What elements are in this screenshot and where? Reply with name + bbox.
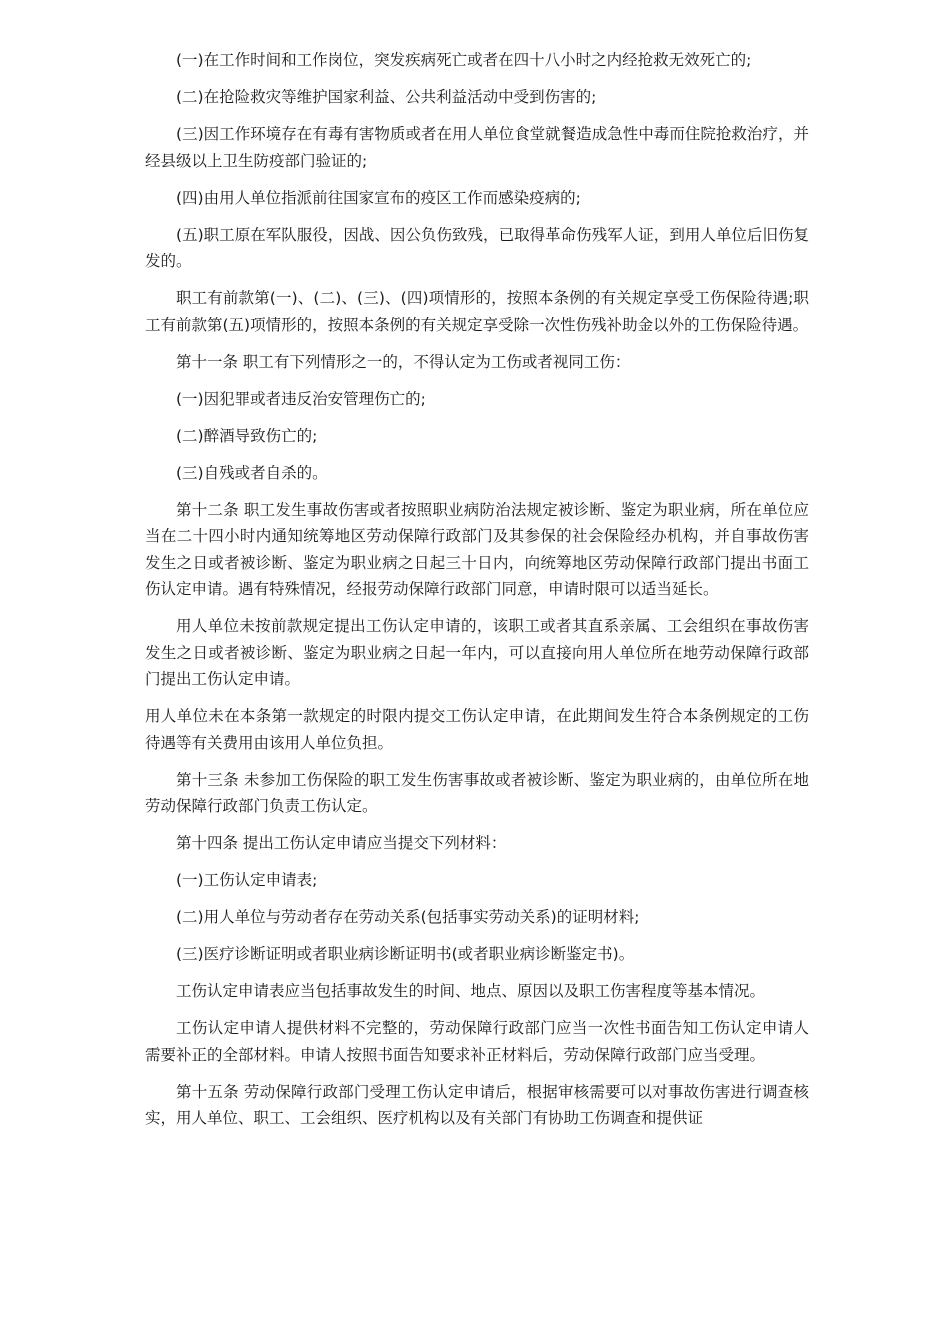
- paragraph-2: (二)在抢险救灾等维护国家利益、公共利益活动中受到伤害的;: [176, 88, 597, 106]
- article-14-heading: 第十四条 提出工伤认定申请应当提交下列材料：: [176, 834, 507, 852]
- paragraph-5: (五)职工原在军队服役，因战、因公负伤致残，已取得革命伤残军人证，到用人单位后旧伤复发的。: [145, 225, 809, 270]
- paragraph-16: (一)工伤认定申请表;: [176, 871, 318, 889]
- article-13-paragraph: 第十三条 未参加工伤保险的职工发生伤害事故或者被诊断、鉴定为职业病的，由单位所在地劳动保障行政部门负责工伤认定。: [145, 770, 809, 815]
- paragraph-17: (二)用人单位与劳动者存在劳动关系(包括事实劳动关系)的证明材料;: [176, 908, 640, 926]
- paragraph-3: (三)因工作环境存在有毒有害物质或者在用人单位食堂就餐造成急性中毒而住院抢救治疗，并经县级以上卫生防疫部门验证的;: [145, 125, 809, 170]
- paragraph-13: 用人单位未在本条第一款规定的时限内提交工伤认定申请，在此期间发生符合本条例规定的工伤待遇等有关费用由该用人单位负担。: [145, 707, 809, 752]
- article-12-paragraph: 第十二条 职工发生事故伤害或者按照职业病防治法规定被诊断、鉴定为职业病，所在单位应当在二十四小时内通知统筹地区劳动保障行政部门及其参保的社会保险经办机构，并自事故伤害发生之日或者被诊断、鉴定为职业病之日起三十日内，向统筹地区劳动保障行政部门提出书面工伤认定申请。遇有特殊情况，经报劳动保障行政部门同意，申请时限可以适当延长。: [145, 500, 809, 598]
- document-page: [145, 47, 809, 1142]
- article-11-heading: 第十一条 职工有下列情形之一的，不得认定为工伤或者视同工伤：: [176, 352, 631, 371]
- paragraph-1: (一)在工作时间和工作岗位，突发疾病死亡或者在四十八小时之内经抢救无效死亡的;: [176, 51, 752, 69]
- paragraph-4: (四)由用人单位指派前往国家宣布的疫区工作而感染疫病的;: [176, 188, 581, 207]
- paragraph-12: 用人单位未按前款规定提出工伤认定申请的，该职工或者其直系亲属、工会组织在事故伤害发生之日或者被诊断、鉴定为职业病之日起一年内，可以直接向用人单位所在地劳动保障行政部门提出工伤认定申请。: [145, 617, 809, 688]
- paragraph-19: 工伤认定申请表应当包括事故发生的时间、地点、原因以及职工伤害程度等基本情况。: [176, 982, 766, 1000]
- paragraph-18: (三)医疗诊断证明或者职业病诊断证明书(或者职业病诊断鉴定书)。: [176, 945, 635, 963]
- paragraph-9: (二)醉酒导致伤亡的;: [176, 426, 318, 445]
- article-15-paragraph: 第十五条 劳动保障行政部门受理工伤认定申请后，根据审核需要可以对事故伤害进行调查核实，用人单位、职工、工会组织、医疗机构以及有关部门有协助工伤调查和提供证: [145, 1082, 809, 1127]
- paragraph-8: (一)因犯罪或者违反治安管理伤亡的;: [176, 389, 426, 408]
- paragraph-6: 职工有前款第(一)、(二)、(三)、(四)项情形的，按照本条例的有关规定享受工伤保险待遇;职工有前款第(五)项情形的，按照本条例的有关规定享受除一次性伤残补助金以外的工伤保险待遇。: [145, 289, 809, 334]
- paragraph-20: 工伤认定申请人提供材料不完整的，劳动保障行政部门应当一次性书面告知工伤认定申请人需要补正的全部材料。申请人按照书面告知要求补正材料后，劳动保障行政部门应当受理。: [145, 1019, 809, 1064]
- paragraph-10: (三)自残或者自杀的。: [176, 463, 328, 482]
